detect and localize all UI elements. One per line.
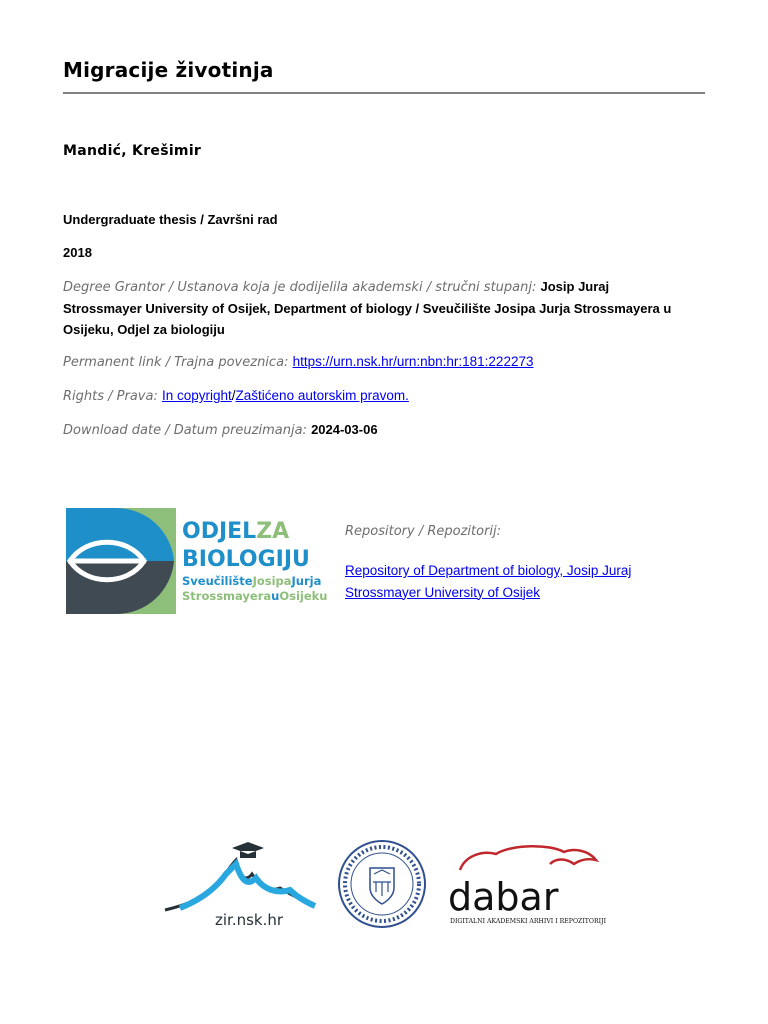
download-line [63, 420, 683, 442]
svg-text:ODJELZA [182, 519, 289, 544]
repository-link-wrap [345, 560, 665, 603]
footer-logos [160, 830, 610, 930]
zir-grad-cap-icon [232, 842, 264, 858]
dabar-beaver-outline [460, 846, 596, 870]
logo-text-sveuciliste: Sveučilište [182, 574, 253, 588]
author-name: Mandić, Krešimir [63, 143, 202, 159]
logo-text-strossmayera: Strossmayera [182, 589, 272, 603]
title-rule [63, 92, 705, 94]
zir-text: zir.nsk.hr [215, 911, 284, 929]
document-type: Undergraduate thesis / Završni rad [63, 212, 278, 227]
svg-text:StrossmayerauOsijeku [182, 589, 328, 603]
department-of-biology-logo[interactable] [66, 508, 328, 614]
grantor-value: Josip Juraj Strossmayer University of Osijek, Department of biology / Sveučilište Josipa Jurja Strossmayera u Osijeku, Odjel za biologiju [63, 279, 672, 337]
repository-link[interactable]: Repository of Department of biology, Josip Juraj Strossmayer University of Osijek [345, 563, 632, 600]
permalink-label: Permanent link / Trajna poveznica: [63, 355, 289, 370]
logo-text-osijeku: Osijeku [279, 589, 328, 603]
university-seal[interactable] [339, 841, 425, 927]
document-title: Migracije životinja [63, 58, 274, 82]
rights-link-en[interactable]: In copyright [161, 388, 232, 403]
zir-mountain-blue [180, 864, 315, 908]
permalink-link[interactable]: https://urn.nsk.hr/urn:nbn:hr:181:222273 [292, 354, 534, 369]
logo-text-u: u [271, 589, 280, 603]
logo-text-jurja: Jurja [291, 574, 322, 588]
rights-separator: / [231, 388, 236, 403]
grantor-label: Degree Grantor / Ustanova koja je dodijelila akademski / stručni stupanj: [63, 280, 537, 295]
download-label: Download date / Datum preuzimanja: [63, 423, 307, 438]
permalink-line [63, 352, 683, 374]
logo-text-josipa: Josipa [252, 574, 292, 588]
rights-line [63, 386, 683, 408]
logo-text-za: ZA [256, 519, 290, 544]
grantor-line [63, 277, 683, 342]
logo-text-odjel: ODJEL [182, 519, 257, 544]
svg-text:SveučilišteJosipaJurja [182, 574, 321, 588]
download-value: 2024-03-06 [311, 422, 378, 437]
repository-label: Repository / Repozitorij: [345, 524, 502, 539]
logo-text-biologiju: BIOLOGIJU [182, 547, 310, 572]
rights-label: Rights / Prava: [63, 389, 158, 404]
rights-link-hr[interactable]: Zaštićeno autorskim pravom. [235, 388, 409, 403]
dabar-text: dabar [448, 875, 559, 919]
dabar-subtitle: DIGITALNI AKADEMSKI ARHIVI I REPOZITORIJI [450, 918, 607, 925]
dabar-logo[interactable] [448, 846, 607, 925]
zir-logo[interactable] [165, 842, 315, 929]
document-year: 2018 [63, 245, 92, 260]
